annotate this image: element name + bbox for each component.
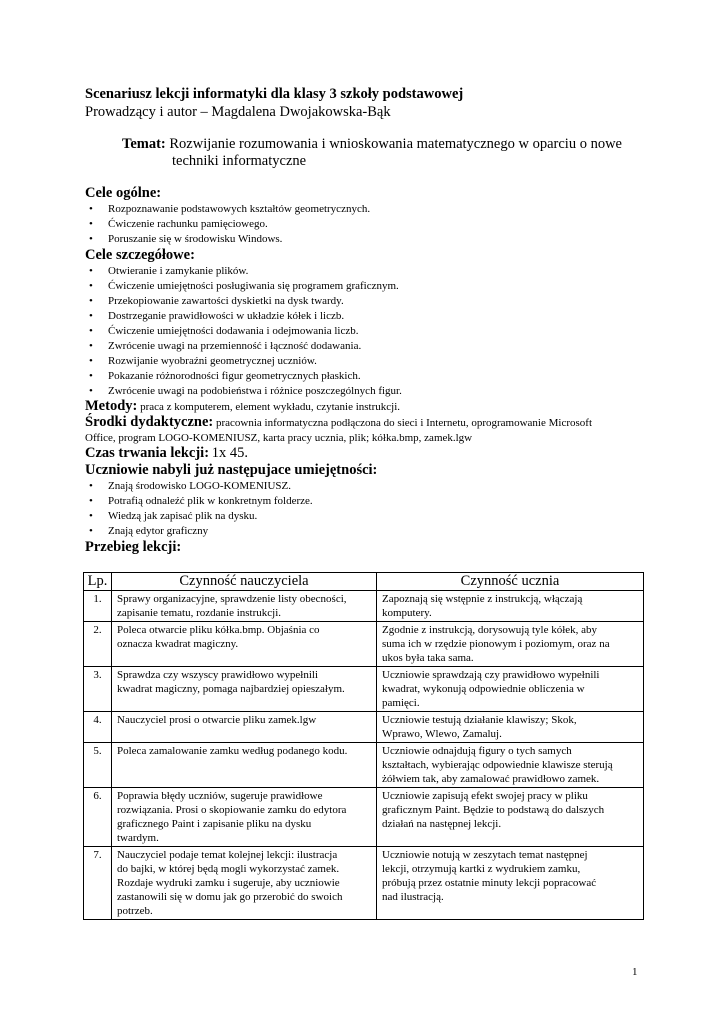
teacher-activity-line: do bajki, w której będą mogli wykorzystać zamek.	[117, 863, 340, 875]
teacher-activity-cell	[112, 591, 377, 622]
list-item: • Ćwiczenie umiejętności posługiwania się programem graficznym.	[85, 279, 645, 294]
teacher-activity-line: Poleca zamalowanie zamku według podanego kodu.	[117, 745, 348, 757]
teacher-activity-line: rozwiązania. Prosi o skopiowanie zamku do edytora	[117, 804, 347, 816]
list-item: • Znają środowisko LOGO-KOMENIUSZ.	[85, 479, 645, 494]
student-activity-line: działań na następnej lekcji.	[382, 818, 502, 830]
topic-line-2: techniki informatyczne	[172, 153, 307, 169]
list-item: • Poruszanie się w środowisku Windows.	[85, 232, 645, 247]
table-row	[84, 788, 644, 847]
table-row	[84, 667, 644, 712]
student-activity-line: komputery.	[382, 607, 432, 619]
teacher-activity-line: oznacza kwadrat magiczny.	[117, 638, 239, 650]
student-activity-line: Uczniowie sprawdzają czy prawidłowo wypełnili	[382, 669, 600, 681]
table-row	[84, 591, 644, 622]
list-item: • Pokazanie różnorodności figur geometrycznych płaskich.	[85, 369, 645, 384]
list-item: • Przekopiowanie zawartości dyskietki na dysk twardy.	[85, 294, 645, 309]
page-number: 1	[632, 966, 638, 978]
table-row	[84, 847, 644, 920]
student-activity-line: Zapoznają się wstępnie z instrukcją, włączają	[382, 593, 583, 605]
teacher-activity-line: Nauczyciel podaje temat kolejnej lekcji: ilustracja	[117, 849, 338, 861]
student-activity-line: próbują przez ostatnie minuty lekcji popracować	[382, 877, 597, 889]
topic-label: Temat:	[122, 136, 166, 152]
document-author: Prowadzący i autor – Magdalena Dwojakowska-Bąk	[85, 104, 391, 120]
resources-paragraph	[85, 415, 645, 446]
teacher-activity-line: zastanowili się w domu jak go przerobić do swoich	[117, 891, 343, 903]
list-item: • Potrafią odnaleźć plik w konkretnym folderze.	[85, 494, 645, 509]
student-activity-cell	[377, 622, 644, 667]
student-activity-line: Uczniowie zapisują efekt swojej pracy w pliku	[382, 790, 588, 802]
student-activity-cell	[377, 743, 644, 788]
student-activity-line: ukos była taka sama.	[382, 652, 474, 664]
student-activity-cell	[377, 847, 644, 920]
row-number: 5.	[84, 743, 112, 788]
duration-value: 1x 45.	[211, 445, 249, 461]
teacher-activity-cell	[112, 743, 377, 788]
student-activity-cell	[377, 712, 644, 743]
teacher-activity-line: twardym.	[117, 832, 159, 844]
resources-label: Środki dydaktyczne:	[85, 414, 214, 430]
teacher-activity-line: graficznego Paint i zapisanie pliku na dysku	[117, 818, 312, 830]
teacher-activity-cell	[112, 847, 377, 920]
student-activity-cell	[377, 788, 644, 847]
student-activity-line: kształtach, wybierając odpowiednie klawisze sterują	[382, 759, 613, 771]
teacher-activity-line: Sprawdza czy wszyscy prawidłowo wypełnili	[117, 669, 319, 681]
header-lp: Lp.	[84, 573, 112, 591]
list-item: • Zwrócenie uwagi na podobieństwa i różnice poszczególnych figur.	[85, 384, 645, 399]
teacher-activity-line: Poprawia błędy uczniów, sugeruje prawidłowe	[117, 790, 323, 802]
row-number: 1.	[84, 591, 112, 622]
student-activity-line: Wprawo, Wlewo, Zamaluj.	[382, 728, 502, 740]
list-item: • Wiedzą jak zapisać plik na dysku.	[85, 509, 645, 524]
student-activity-line: Zgodnie z instrukcją, dorysowują tyle kółek, aby	[382, 624, 598, 636]
process-heading: Przebieg lekcji:	[85, 539, 182, 555]
student-activity-line: Uczniowie odnajdują figury o tych samych	[382, 745, 572, 757]
student-activity-line: graficznym Paint. Będzie to podstawą do dalszych	[382, 804, 605, 816]
teacher-activity-line: Nauczyciel prosi o otwarcie pliku zamek.lgw	[117, 714, 317, 726]
document-title: Scenariusz lekcji informatyki dla klasy 3 szkoły podstawowej	[85, 86, 464, 102]
row-number: 3.	[84, 667, 112, 712]
methods-text: praca z komputerem, element wykładu, czytanie instrukcji.	[140, 401, 401, 413]
specific-goals-list	[85, 264, 645, 399]
table-row	[84, 622, 644, 667]
list-item: • Ćwiczenie umiejętności dodawania i odejmowania liczb.	[85, 324, 645, 339]
duration-label: Czas trwania lekcji:	[85, 445, 210, 461]
resources-text-2: Office, program LOGO-KOMENIUSZ, karta pracy ucznia, plik; kółka.bmp, zamek.lgw	[85, 432, 473, 444]
teacher-activity-line: potrzeb.	[117, 905, 153, 917]
student-activity-cell	[377, 667, 644, 712]
student-activity-line: suma ich w rzędzie pionowym i poziomym, oraz na	[382, 638, 610, 650]
table-row	[84, 712, 644, 743]
teacher-activity-line: Sprawy organizacyjne, sprawdzenie listy obecności,	[117, 593, 347, 605]
skills-list	[85, 479, 645, 539]
row-number: 4.	[84, 712, 112, 743]
teacher-activity-cell	[112, 667, 377, 712]
teacher-activity-cell	[112, 712, 377, 743]
table-row	[84, 743, 644, 788]
table-header-row	[84, 573, 644, 591]
list-item: • Otwieranie i zamykanie plików.	[85, 264, 645, 279]
topic-line-1: Rozwijanie rozumowania i wnioskowania matematycznego w oparciu o nowe	[169, 136, 622, 152]
specific-goals-heading: Cele szczegółowe:	[85, 247, 195, 263]
lesson-topic	[122, 136, 662, 170]
methods-paragraph	[85, 399, 645, 415]
resources-text-1: pracownia informatyczna podłączona do sieci i Internetu, oprogramowanie Microsoft	[216, 417, 592, 429]
teacher-activity-line: zapisanie tematu, rozdanie instrukcji.	[117, 607, 282, 619]
lesson-plan-table	[83, 572, 644, 920]
row-number: 7.	[84, 847, 112, 920]
skills-heading: Uczniowie nabyli już następujace umiejętności:	[85, 462, 378, 478]
row-number: 6.	[84, 788, 112, 847]
general-goals-heading: Cele ogólne:	[85, 185, 162, 201]
row-number: 2.	[84, 622, 112, 667]
list-item: • Znają edytor graficzny	[85, 524, 645, 539]
header-teacher: Czynność nauczyciela	[112, 573, 377, 591]
teacher-activity-line: kwadrat magiczny, pomaga najbardziej opieszałym.	[117, 683, 345, 695]
list-item: • Zwrócenie uwagi na przemienność i łączność dodawania.	[85, 339, 645, 354]
student-activity-line: nad ilustracją.	[382, 891, 444, 903]
student-activity-line: pamięci.	[382, 697, 420, 709]
list-item: • Rozpoznawanie podstawowych kształtów geometrycznych.	[85, 202, 645, 217]
student-activity-line: lekcji, otrzymują kartki z wydrukiem zamku,	[382, 863, 581, 875]
teacher-activity-cell	[112, 622, 377, 667]
general-goals-list	[85, 202, 645, 247]
teacher-activity-cell	[112, 788, 377, 847]
document-body	[85, 185, 645, 556]
list-item: • Ćwiczenie rachunku pamięciowego.	[85, 217, 645, 232]
methods-label: Metody:	[85, 398, 138, 414]
header-student: Czynność ucznia	[377, 573, 644, 591]
student-activity-cell	[377, 591, 644, 622]
student-activity-line: Uczniowie testują działanie klawiszy; Skok,	[382, 714, 577, 726]
student-activity-line: Uczniowie notują w zeszytach temat następnej	[382, 849, 588, 861]
duration-paragraph	[85, 446, 645, 462]
list-item: • Rozwijanie wyobraźni geometrycznej uczniów.	[85, 354, 645, 369]
teacher-activity-line: Rozdaje wydruki zamku i sugeruje, aby uczniowie	[117, 877, 340, 889]
teacher-activity-line: Poleca otwarcie pliku kółka.bmp. Objaśnia co	[117, 624, 320, 636]
student-activity-line: żółwiem tak, aby zamalować prawidłowo zamek.	[382, 773, 600, 785]
student-activity-line: kwadrat, wykonują odpowiednie obliczenia w	[382, 683, 585, 695]
list-item: • Dostrzeganie prawidłowości w układzie kółek i liczb.	[85, 309, 645, 324]
